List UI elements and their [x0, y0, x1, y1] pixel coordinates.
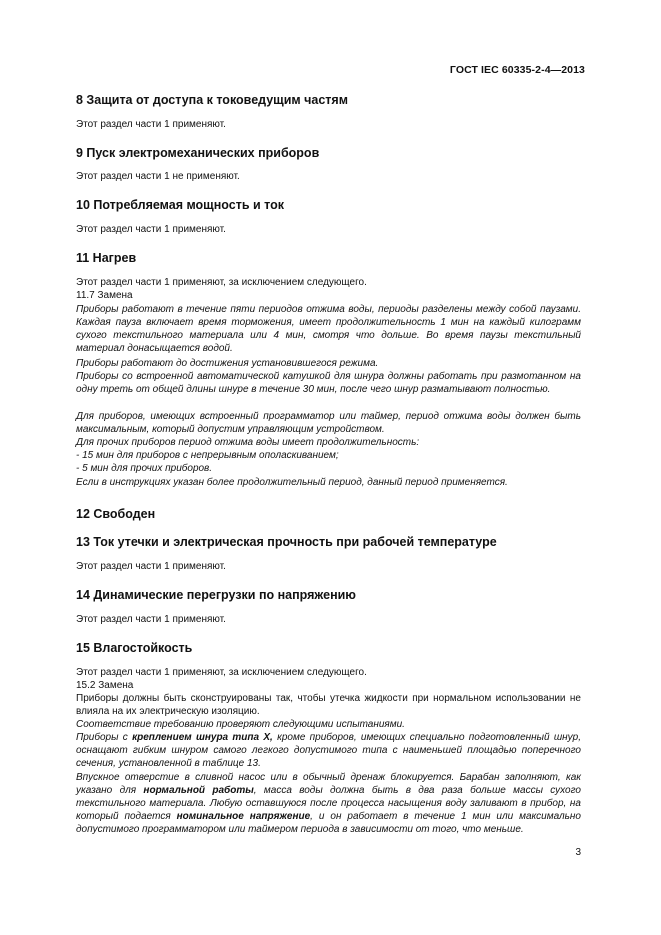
clause-11-7-paragraph-6: Если в инструкциях указан более продолжительный период, данный период применяется.	[76, 477, 508, 488]
document-header: ГОСТ IEC 60335-2-4—2013	[449, 64, 585, 76]
section-14-heading: 14 Динамические перегрузки по напряжению	[76, 588, 356, 602]
section-10-heading: 10 Потребляемая мощность и ток	[76, 198, 284, 212]
section-9-heading: 9 Пуск электромеханических приборов	[76, 146, 320, 160]
section-15-heading: 15 Влагостойкость	[76, 641, 193, 655]
section-8-heading: 8 Защита от доступа к токоведущим частям	[76, 93, 348, 107]
clause-15-2-paragraph-4	[76, 771, 581, 836]
clause-11-7-paragraph-1	[76, 303, 581, 355]
clause-11-7-label: 11.7 Замена	[76, 290, 133, 301]
clause-11-7-paragraph-1-text: Приборы работают в течение пяти периодов отжима воды, периоды разделены между собой паузами. Каждая пауза включает время торможения, имеет продолжительность 1 мин на каждый килограмм сухого текстильного материала или 4 мин, смотря что дольше. Во время паузы текстильный материал донасыщается водой.	[76, 304, 581, 354]
clause-15-2-paragraph-2: Соответствие требованию проверяют следующими испытаниями.	[76, 719, 405, 730]
clause-15-2-paragraph-3	[76, 731, 581, 770]
clause-11-7-paragraph-3: Приборы со встроенной автоматической катушкой для шнура должны работать при размотанном на одну треть от общей длины шнуре в течение 30 мин, после чего шнур разматывают полностью.	[76, 371, 581, 395]
section-15-intro: Этот раздел части 1 применяют, за исключением следующего.	[76, 667, 367, 678]
p4-text-e: , и он работает в течение 1 мин или максимально допустимого программатором или таймером периода в зависимости от того, что меньше.	[76, 811, 581, 835]
defined-term-normal-operation: нормальной работы	[143, 785, 254, 796]
section-8-text: Этот раздел части 1 применяют.	[76, 119, 226, 130]
list-item: - 5 мин для прочих приборов.	[76, 463, 213, 474]
p3-text-c: кроме приборов, имеющих специально подготовленный шнур, оснащают гибким шнуром самого легкого допустимого типа с наименьшей площадью поперечного сечения, установленной в таблице 13.	[76, 732, 581, 769]
p3-text-a: Приборы с	[76, 732, 133, 743]
defined-term-cord-attachment-x: креплением шнура типа X,	[132, 732, 273, 743]
clause-15-2-label: 15.2 Замена	[76, 680, 134, 691]
section-13-text: Этот раздел части 1 применяют.	[76, 561, 226, 572]
section-12-heading: 12 Свободен	[76, 507, 156, 521]
section-9-text: Этот раздел части 1 не применяют.	[76, 171, 240, 182]
p4-text-a: Впускное отверстие в сливной насос или в обычный дренаж блокируется. Барабан заполняют, как указано для	[76, 772, 581, 796]
clause-11-7-paragraph-4: Для приборов, имеющих встроенный программатор или таймер, период отжима воды должен быть максимальным, который допустим управляющим устройством.	[76, 411, 581, 435]
clause-15-2-paragraph-1: Приборы должны быть сконструированы так, чтобы утечка жидкости при нормальном использовании не влияла на их электрическую изоляцию.	[76, 693, 581, 717]
clause-11-7-paragraph-2: Приборы работают до достижения установившегося режима.	[76, 358, 379, 369]
clause-11-7-paragraph-5: Для прочих приборов период отжима воды имеет продолжительность:	[76, 437, 420, 448]
section-11-heading: 11 Нагрев	[76, 251, 137, 265]
section-13-heading: 13 Ток утечки и электрическая прочность при рабочей температуре	[76, 535, 497, 549]
section-11-intro: Этот раздел части 1 применяют, за исключением следующего.	[76, 277, 367, 288]
page-number: 3	[575, 847, 581, 858]
list-item: - 15 мин для приборов с непрерывным ополаскиванием;	[76, 450, 339, 461]
section-14-text: Этот раздел части 1 применяют.	[76, 614, 226, 625]
defined-term-rated-voltage: номинальное напряжение	[176, 811, 311, 822]
p4-text-c: , масса воды должна быть в два раза больше массы сухого текстильного материала. Любую оставшуюся после процесса насыщения воду заливают в прибор, на который подается	[76, 785, 581, 822]
section-10-text: Этот раздел части 1 применяют.	[76, 224, 226, 235]
